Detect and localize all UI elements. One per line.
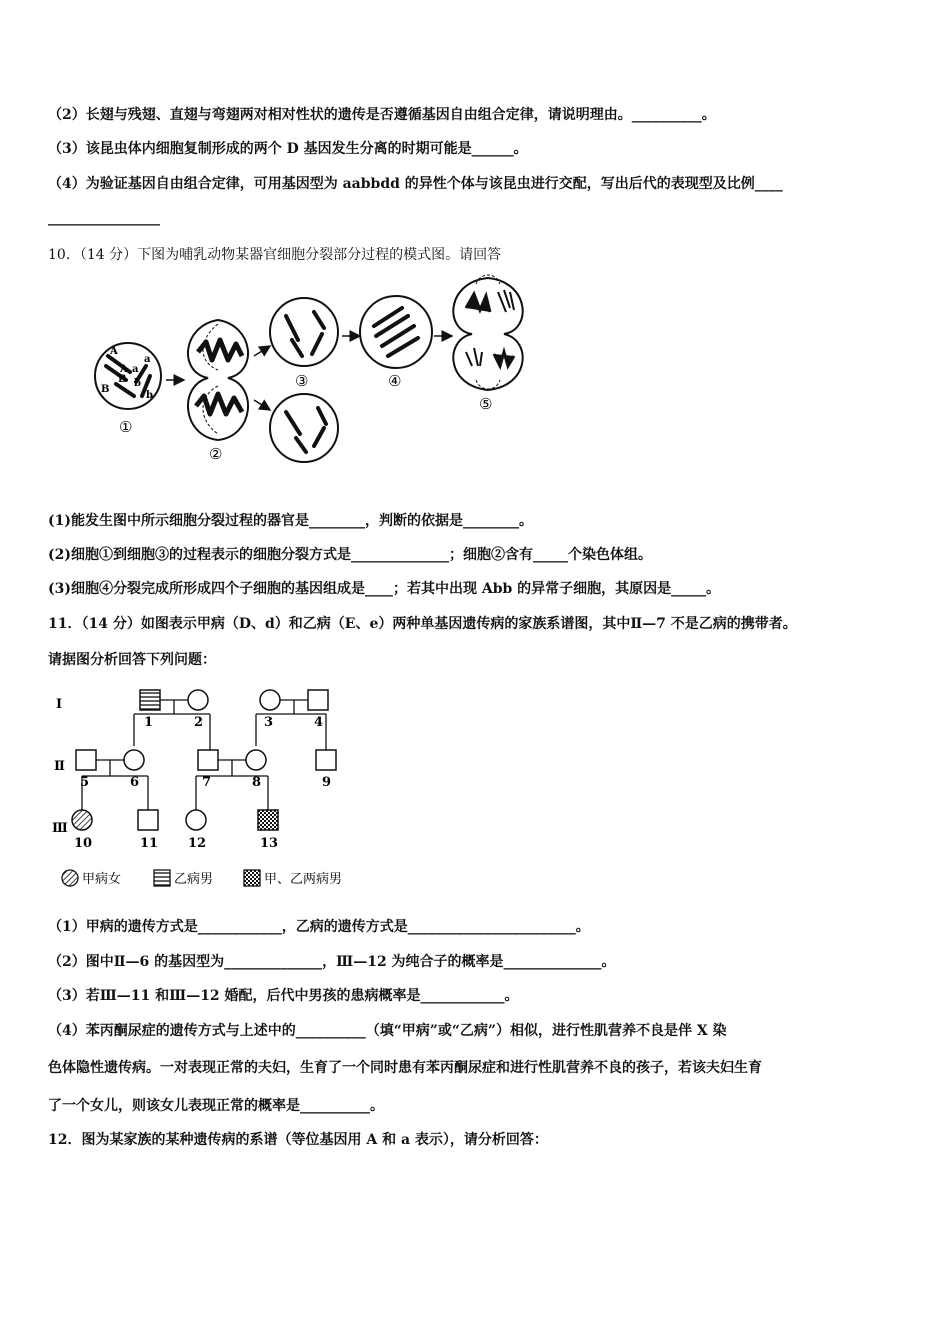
pedigree-male [198,750,218,770]
gene-label: a [132,364,139,375]
pedigree-number: 9 [322,775,332,790]
pedigree-female [124,750,144,770]
gene-label: A [120,364,128,375]
pedigree-number: 6 [130,775,140,790]
q9-part2: （2）长翅与残翅、直翅与弯翅两对相对性状的遗传是否遵循基因自由组合定律，请说明理由。__________。 [48,107,716,123]
q11-sub2: （2）图中Ⅱ—6 的基因型为______________，Ⅲ—12 为纯合子的概率是______________。 [48,954,616,970]
pedigree-female [188,690,208,710]
legend-jia-female-icon [62,870,78,886]
q10-sub1: (1)能发生图中所示细胞分裂过程的器官是________，判断的依据是________。 [48,513,533,529]
pedigree-female [260,690,280,710]
pedigree-number: 3 [264,715,274,730]
gene-label: A [110,346,118,357]
pedigree-number: 7 [202,775,212,790]
pedigree-male [308,690,328,710]
cell-label: ④ [388,372,402,390]
pedigree-number: 5 [80,775,90,790]
pedigree-number: 11 [140,836,159,851]
legend-both-male-icon [244,870,260,886]
pedigree-female [186,810,206,830]
legend-label: 乙病男 [174,872,214,887]
gene-label: a [144,354,151,365]
q11-sub4-line3: 了一个女儿，则该女儿表现正常的概率是__________。 [48,1098,384,1114]
cell-4 [360,296,432,368]
pedigree-female-affected-jia [72,810,92,830]
cell-label: ③ [295,372,309,390]
pedigree-female [246,750,266,770]
q10-stem: 10．（14 分）下图为哺乳动物某器官细胞分裂部分过程的模式图。请回答 [48,247,502,263]
q11-sub4-line1: （4）苯丙酮尿症的遗传方式与上述中的__________（填“甲病”或“乙病”）相似，进行性肌营养不良是伴 X 染 [48,1023,727,1039]
generation-label: Ⅱ [54,759,65,774]
pedigree-chart [48,680,378,894]
cell-5 [453,275,522,390]
q9-part4-cont: ________________ [48,210,160,226]
pedigree-number: 8 [252,775,262,790]
q10-sub2: (2)细胞①到细胞③的过程表示的细胞分裂方式是______________；细胞②含有_____个染色体组。 [48,547,652,563]
gene-label: B [101,384,110,395]
legend-label: 甲、乙两病男 [264,872,343,887]
q12-stem: 12．图为某家族的某种遗传病的系谱（等位基因用 A 和 a 表示），请分析回答： [48,1132,548,1148]
pedigree-number: 13 [260,836,279,851]
q11-sub4-line2: 色体隐性遗传病。一对表现正常的夫妇，生育了一个同时患有苯丙酮尿症和进行性肌营养不良的孩子，若该夫妇生育 [48,1060,762,1076]
generation-label: Ⅲ [52,821,68,836]
pedigree-male [316,750,336,770]
q11-stem-cont: 请据图分析回答下列问题： [48,652,216,668]
cell-label: ② [209,445,223,463]
gene-label: B [118,374,127,385]
q9-part3: （3）该昆虫体内细胞复制形成的两个 D 基因发生分离的时期可能是______。 [48,141,528,157]
q10-sub3: (3)细胞④分裂完成所形成四个子细胞的基因组成是____；若其中出现 Abb 的异常子细胞，其原因是_____。 [48,581,721,597]
cell-2 [188,320,248,440]
cell-3-sibling [270,394,338,462]
cell-3 [270,298,338,366]
pedigree-number: 12 [188,836,207,851]
pedigree-number: 1 [144,715,154,730]
pedigree-male-affected-yi [140,690,160,710]
q9-part4: （4）为验证基因自由组合定律，可用基因型为 aabbdd 的异性个体与该昆虫进行交配，写出后代的表现型及比例____ [48,176,783,192]
q11-stem: 11．（14 分）如图表示甲病（D、d）和乙病（E、e）两种单基因遗传病的家族系谱图，其中Ⅱ—7 不是乙病的携带者。 [48,616,797,632]
cell-label: ⑤ [479,395,493,413]
q11-sub3: （3）若Ⅲ—11 和Ⅲ—12 婚配，后代中男孩的患病概率是____________。 [48,988,519,1004]
legend-yi-male-icon [154,870,170,886]
gene-label: b [134,378,141,389]
legend-label: 甲病女 [82,872,122,887]
pedigree-male-affected-both [258,810,278,830]
cell-label: ① [119,418,133,436]
gene-label: b [146,390,153,401]
cell-division-figure [86,268,546,468]
pedigree-number: 10 [74,836,93,851]
pedigree-number: 4 [314,715,324,730]
cell-1 [95,343,161,409]
pedigree-male [138,810,158,830]
generation-label: Ⅰ [56,697,63,712]
pedigree-number: 2 [194,715,204,730]
q11-sub1: （1）甲病的遗传方式是____________，乙病的遗传方式是________________________。 [48,919,590,935]
pedigree-male [76,750,96,770]
